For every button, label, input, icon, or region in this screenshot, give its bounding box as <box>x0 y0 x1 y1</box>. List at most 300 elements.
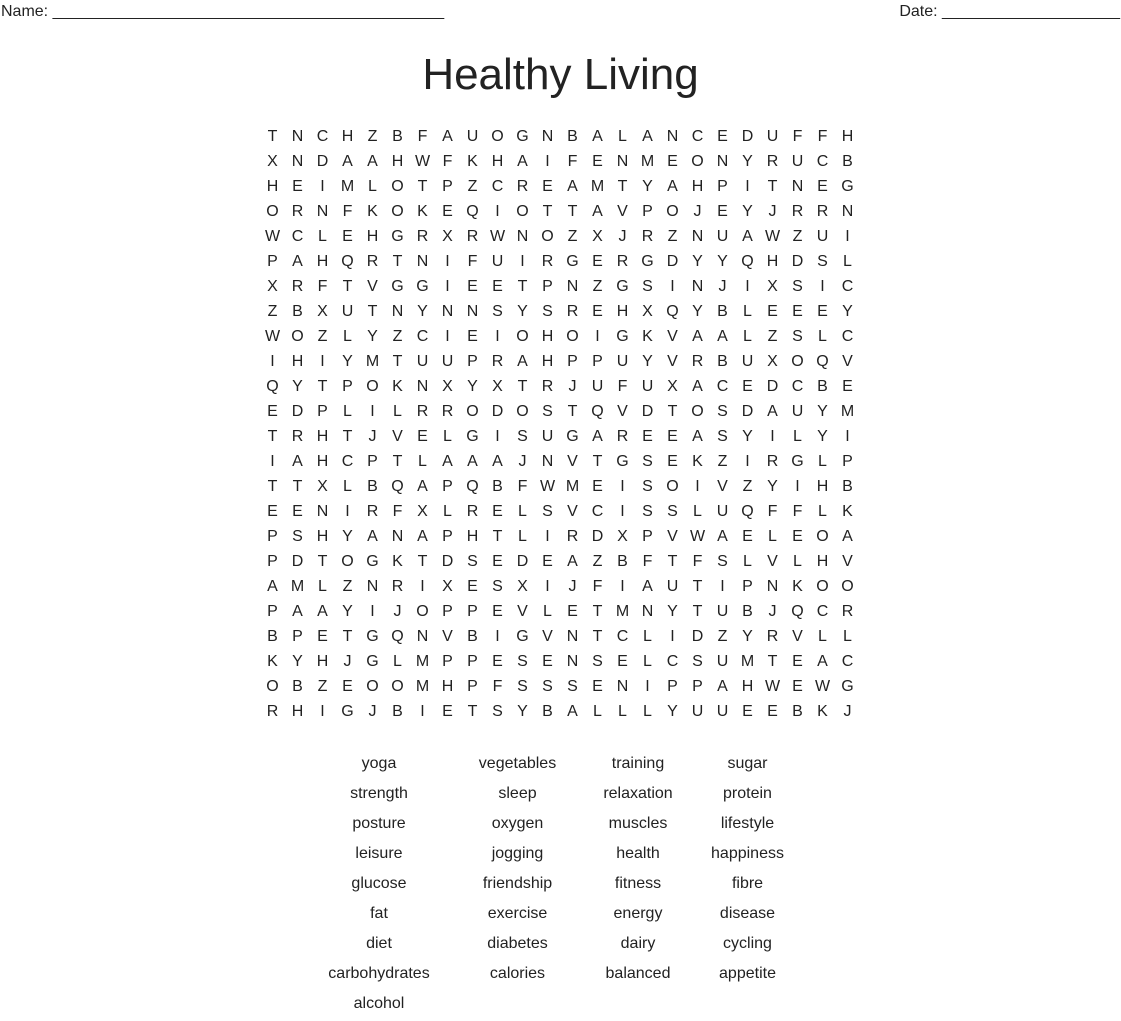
grid-letter: U <box>766 128 779 145</box>
grid-letter: R <box>766 153 779 170</box>
grid-letter: D <box>591 528 604 545</box>
grid-letter: A <box>692 378 703 395</box>
grid-letter: C <box>841 653 854 670</box>
grid-letter: Y <box>742 628 753 645</box>
grid-letter: B <box>717 353 728 370</box>
grid-letter: H <box>316 653 329 670</box>
grid-letter: N <box>391 303 404 320</box>
grid-letter: X <box>442 378 453 395</box>
grid-letter: P <box>667 678 678 695</box>
grid-letter: Q <box>466 203 479 220</box>
word-list-item: sugar <box>727 755 768 772</box>
grid-letter: Y <box>667 603 678 620</box>
grid-letter: V <box>567 503 578 520</box>
grid-letter: P <box>467 678 478 695</box>
grid-letter: E <box>767 303 778 320</box>
grid-letter: G <box>391 228 404 245</box>
grid-letter: T <box>317 378 328 395</box>
grid-letter: N <box>291 128 304 145</box>
grid-letter: B <box>467 628 478 645</box>
grid-letter: I <box>745 178 750 195</box>
grid-letter: U <box>666 578 679 595</box>
grid-letter: Y <box>717 253 728 270</box>
grid-letter: A <box>442 128 453 145</box>
grid-letter: P <box>342 378 353 395</box>
grid-letter: Z <box>592 278 603 295</box>
grid-letter: Y <box>417 303 428 320</box>
grid-letter: T <box>692 603 703 620</box>
grid-letter: E <box>792 653 803 670</box>
grid-letter: K <box>392 378 403 395</box>
grid-letter: Y <box>292 378 303 395</box>
grid-letter: M <box>640 153 655 170</box>
grid-letter: N <box>416 628 429 645</box>
grid-letter: L <box>743 553 752 570</box>
word-list-item: lifestyle <box>720 815 775 832</box>
grid-letter: H <box>766 253 779 270</box>
grid-letter: A <box>842 528 853 545</box>
grid-letter: I <box>545 528 550 545</box>
grid-letter: B <box>292 678 303 695</box>
grid-letter: R <box>541 253 554 270</box>
grid-letter: T <box>592 603 603 620</box>
grid-letter: E <box>817 178 828 195</box>
grid-letter: A <box>467 453 478 470</box>
grid-letter: W <box>264 328 281 345</box>
grid-letter: L <box>318 578 327 595</box>
grid-letter: D <box>291 553 304 570</box>
grid-letter: G <box>366 653 379 670</box>
word-search-grid <box>260 124 860 724</box>
word-list-item: protein <box>723 785 772 802</box>
grid-letter: U <box>416 353 429 370</box>
grid-letter: C <box>341 453 354 470</box>
grid-letter: R <box>691 353 704 370</box>
grid-letter: E <box>792 678 803 695</box>
grid-letter: Z <box>267 303 278 320</box>
grid-letter: S <box>517 428 528 445</box>
grid-letter: C <box>816 603 829 620</box>
grid-letter: H <box>441 678 454 695</box>
grid-letter: G <box>366 628 379 645</box>
grid-letter: F <box>442 153 453 170</box>
grid-letter: X <box>417 503 428 520</box>
grid-letter: I <box>670 278 675 295</box>
grid-letter: O <box>516 328 529 345</box>
page-title: Healthy Living <box>422 50 699 99</box>
grid-letter: L <box>793 428 802 445</box>
grid-letter: O <box>566 328 579 345</box>
word-list-item: jogging <box>491 845 544 862</box>
grid-letter: Y <box>642 178 653 195</box>
grid-letter: G <box>616 278 629 295</box>
grid-letter: E <box>717 203 728 220</box>
grid-letter: Z <box>592 553 603 570</box>
grid-letter: L <box>543 603 552 620</box>
grid-letter: A <box>292 603 303 620</box>
grid-letter: L <box>793 553 802 570</box>
grid-letter: Q <box>341 253 354 270</box>
grid-letter: K <box>692 453 703 470</box>
grid-letter: C <box>591 503 604 520</box>
grid-letter: Y <box>342 528 353 545</box>
grid-letter: H <box>841 128 854 145</box>
grid-letter: I <box>670 628 675 645</box>
grid-letter: I <box>370 603 375 620</box>
grid-letter: I <box>645 678 650 695</box>
grid-letter: S <box>792 278 803 295</box>
grid-letter: T <box>542 203 553 220</box>
grid-letter: P <box>542 278 553 295</box>
grid-letter: R <box>641 228 654 245</box>
grid-letter: N <box>566 628 579 645</box>
grid-letter: J <box>768 203 777 220</box>
grid-letter: Z <box>567 228 578 245</box>
grid-letter: A <box>492 453 503 470</box>
grid-letter: J <box>693 203 702 220</box>
grid-letter: A <box>367 153 378 170</box>
grid-letter: U <box>616 353 629 370</box>
grid-letter: F <box>417 128 428 145</box>
grid-letter: R <box>291 278 304 295</box>
grid-letter: T <box>392 453 403 470</box>
grid-letter: R <box>491 353 504 370</box>
grid-letter: Y <box>517 303 528 320</box>
grid-letter: O <box>816 528 829 545</box>
grid-letter: S <box>492 303 503 320</box>
grid-letter: F <box>692 553 703 570</box>
grid-letter: C <box>841 278 854 295</box>
grid-letter: A <box>367 528 378 545</box>
grid-letter: K <box>467 153 478 170</box>
grid-letter: N <box>516 228 529 245</box>
grid-letter: I <box>495 428 500 445</box>
grid-letter: C <box>316 128 329 145</box>
grid-letter: H <box>541 328 554 345</box>
grid-letter: K <box>267 653 278 670</box>
grid-letter: W <box>764 228 781 245</box>
grid-letter: Q <box>741 503 754 520</box>
grid-letter: V <box>617 203 628 220</box>
grid-letter: Z <box>767 328 778 345</box>
grid-letter: E <box>267 403 278 420</box>
word-list-item: yoga <box>361 755 397 772</box>
grid-letter: S <box>517 678 528 695</box>
grid-letter: L <box>643 703 652 720</box>
grid-letter: S <box>542 303 553 320</box>
grid-letter: A <box>667 178 678 195</box>
grid-letter: G <box>341 703 354 720</box>
grid-letter: Y <box>767 478 778 495</box>
grid-letter: V <box>842 353 853 370</box>
grid-letter: A <box>517 153 528 170</box>
grid-letter: E <box>717 128 728 145</box>
grid-letter: M <box>415 678 430 695</box>
grid-letter: J <box>618 228 627 245</box>
grid-letter: N <box>541 453 554 470</box>
grid-letter: I <box>845 428 850 445</box>
word-list-item: leisure <box>355 845 403 862</box>
grid-letter: Y <box>667 703 678 720</box>
grid-letter: X <box>617 528 628 545</box>
grid-letter: N <box>691 278 704 295</box>
grid-letter: I <box>320 353 325 370</box>
grid-letter: Y <box>692 253 703 270</box>
grid-letter: E <box>792 303 803 320</box>
grid-letter: O <box>266 678 279 695</box>
grid-letter: N <box>616 153 629 170</box>
grid-letter: Y <box>292 653 303 670</box>
grid-letter: M <box>415 653 430 670</box>
grid-letter: Z <box>467 178 478 195</box>
grid-letter: S <box>542 503 553 520</box>
grid-letter: I <box>720 578 725 595</box>
grid-letter: I <box>620 503 625 520</box>
grid-letter: L <box>843 628 852 645</box>
grid-letter: F <box>492 678 503 695</box>
grid-letter: E <box>742 378 753 395</box>
grid-letter: U <box>591 378 604 395</box>
grid-letter: A <box>317 603 328 620</box>
word-list-item: exercise <box>487 905 548 922</box>
word-list-item: muscles <box>608 815 668 832</box>
grid-letter: I <box>320 703 325 720</box>
grid-letter: I <box>495 628 500 645</box>
grid-letter: V <box>542 628 553 645</box>
grid-letter: L <box>368 178 377 195</box>
grid-letter: X <box>442 228 453 245</box>
grid-letter: I <box>495 203 500 220</box>
grid-letter: L <box>318 228 327 245</box>
grid-letter: L <box>343 403 352 420</box>
grid-letter: F <box>792 503 803 520</box>
grid-letter: N <box>766 578 779 595</box>
grid-letter: X <box>767 353 778 370</box>
grid-letter: H <box>816 478 829 495</box>
grid-letter: I <box>420 703 425 720</box>
grid-letter: C <box>416 328 429 345</box>
grid-letter: P <box>642 528 653 545</box>
grid-letter: E <box>492 553 503 570</box>
grid-letter: S <box>667 503 678 520</box>
grid-letter: T <box>267 478 278 495</box>
grid-letter: R <box>266 703 279 720</box>
grid-letter: U <box>491 253 504 270</box>
grid-letter: U <box>741 353 754 370</box>
grid-letter: S <box>692 653 703 670</box>
grid-letter: Z <box>717 453 728 470</box>
word-list-item: relaxation <box>603 785 673 802</box>
grid-letter: E <box>467 578 478 595</box>
word-list-item: friendship <box>482 875 553 892</box>
grid-letter: E <box>667 453 678 470</box>
grid-letter: H <box>616 303 629 320</box>
grid-letter: T <box>592 453 603 470</box>
grid-letter: E <box>317 628 328 645</box>
grid-letter: F <box>592 578 603 595</box>
grid-letter: R <box>616 253 629 270</box>
grid-letter: S <box>642 453 653 470</box>
grid-letter: V <box>567 453 578 470</box>
grid-letter: P <box>317 403 328 420</box>
grid-letter: Y <box>642 353 653 370</box>
grid-letter: H <box>316 528 329 545</box>
grid-letter: U <box>466 128 479 145</box>
grid-letter: T <box>392 253 403 270</box>
grid-letter: I <box>320 178 325 195</box>
grid-letter: E <box>642 428 653 445</box>
grid-letter: E <box>842 378 853 395</box>
grid-letter: F <box>392 503 403 520</box>
grid-letter: K <box>417 203 428 220</box>
grid-letter: V <box>792 628 803 645</box>
grid-letter: R <box>466 503 479 520</box>
grid-letter: X <box>267 153 278 170</box>
grid-letter: T <box>567 403 578 420</box>
grid-letter: O <box>516 403 529 420</box>
word-list-item: fat <box>370 905 388 922</box>
word-list-item: diet <box>366 935 392 952</box>
grid-letter: O <box>841 578 854 595</box>
grid-letter: T <box>467 703 478 720</box>
word-list-item: energy <box>613 905 663 922</box>
grid-letter: O <box>516 203 529 220</box>
grid-letter: R <box>816 203 829 220</box>
grid-letter: K <box>792 578 803 595</box>
grid-letter: P <box>292 628 303 645</box>
grid-letter: A <box>592 128 603 145</box>
grid-letter: N <box>691 228 704 245</box>
grid-letter: V <box>767 553 778 570</box>
grid-letter: W <box>689 528 706 545</box>
grid-letter: C <box>616 628 629 645</box>
grid-letter: B <box>267 628 278 645</box>
grid-letter: D <box>766 378 779 395</box>
grid-letter: A <box>567 178 578 195</box>
word-list-item: diabetes <box>487 935 548 952</box>
grid-letter: R <box>541 378 554 395</box>
grid-letter: E <box>592 153 603 170</box>
grid-letter: E <box>667 153 678 170</box>
grid-letter: L <box>393 403 402 420</box>
grid-letter: E <box>442 703 453 720</box>
grid-letter: J <box>518 453 527 470</box>
grid-letter: B <box>842 153 853 170</box>
grid-letter: S <box>817 253 828 270</box>
grid-letter: E <box>742 528 753 545</box>
grid-letter: H <box>816 553 829 570</box>
grid-letter: I <box>445 328 450 345</box>
grid-letter: P <box>367 453 378 470</box>
grid-letter: A <box>717 678 728 695</box>
grid-letter: V <box>617 403 628 420</box>
grid-letter: L <box>343 328 352 345</box>
grid-letter: D <box>641 403 654 420</box>
grid-letter: C <box>841 328 854 345</box>
grid-letter: R <box>416 403 429 420</box>
word-list-item: cycling <box>723 935 772 952</box>
grid-letter: G <box>616 453 629 470</box>
grid-letter: P <box>592 353 603 370</box>
grid-letter: O <box>691 403 704 420</box>
grid-letter: A <box>692 428 703 445</box>
grid-letter: B <box>842 478 853 495</box>
grid-letter: Y <box>342 353 353 370</box>
grid-letter: G <box>566 428 579 445</box>
grid-letter: L <box>743 328 752 345</box>
grid-letter: Z <box>742 478 753 495</box>
grid-letter: M <box>565 478 580 495</box>
grid-letter: L <box>593 703 602 720</box>
grid-letter: L <box>518 503 527 520</box>
grid-letter: L <box>343 478 352 495</box>
grid-letter: K <box>367 203 378 220</box>
grid-letter: N <box>616 678 629 695</box>
grid-letter: W <box>489 228 506 245</box>
grid-letter: U <box>691 703 704 720</box>
grid-letter: K <box>392 553 403 570</box>
grid-letter: L <box>643 628 652 645</box>
grid-letter: C <box>491 178 504 195</box>
grid-letter: U <box>716 503 729 520</box>
grid-letter: S <box>492 703 503 720</box>
grid-letter: H <box>491 153 504 170</box>
grid-letter: L <box>618 703 627 720</box>
grid-letter: Y <box>342 603 353 620</box>
grid-letter: T <box>267 428 278 445</box>
grid-letter: C <box>291 228 304 245</box>
grid-letter: P <box>267 603 278 620</box>
grid-letter: I <box>545 578 550 595</box>
grid-letter: A <box>267 578 278 595</box>
grid-letter: E <box>592 678 603 695</box>
grid-letter: L <box>618 128 627 145</box>
grid-letter: H <box>391 153 404 170</box>
grid-letter: E <box>542 553 553 570</box>
word-list-item: health <box>616 845 660 862</box>
grid-letter: J <box>768 603 777 620</box>
word-list-item: sleep <box>498 785 537 802</box>
grid-letter: E <box>792 528 803 545</box>
grid-letter: T <box>767 653 778 670</box>
grid-letter: Y <box>367 328 378 345</box>
name-field-line: Name: ____________________________________________ <box>1 3 445 20</box>
grid-letter: L <box>393 653 402 670</box>
grid-letter: Y <box>517 703 528 720</box>
grid-letter: T <box>667 553 678 570</box>
grid-letter: F <box>342 203 353 220</box>
grid-letter: B <box>567 128 578 145</box>
grid-letter: B <box>617 553 628 570</box>
grid-letter: C <box>666 653 679 670</box>
grid-letter: Z <box>792 228 803 245</box>
word-list-item: balanced <box>605 965 671 982</box>
grid-letter: O <box>816 578 829 595</box>
grid-letter: I <box>520 253 525 270</box>
grid-letter: G <box>516 128 529 145</box>
grid-letter: Q <box>791 603 804 620</box>
grid-letter: A <box>567 703 578 720</box>
grid-letter: H <box>366 228 379 245</box>
grid-letter: O <box>416 603 429 620</box>
word-list-item: dairy <box>620 935 656 952</box>
grid-letter: V <box>667 328 678 345</box>
grid-letter: F <box>767 503 778 520</box>
grid-letter: K <box>642 328 653 345</box>
word-list-item: oxygen <box>491 815 544 832</box>
grid-letter: Z <box>367 128 378 145</box>
grid-letter: Q <box>591 403 604 420</box>
